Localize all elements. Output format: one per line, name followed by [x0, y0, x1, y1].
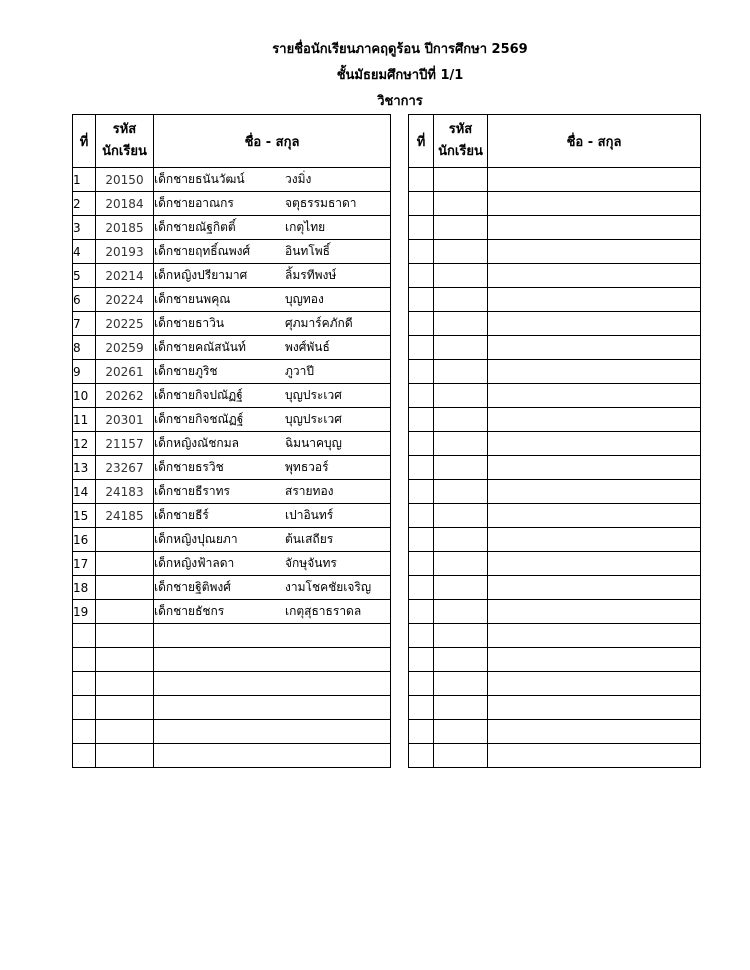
student-code: [434, 576, 488, 600]
row-number: 2: [73, 192, 96, 216]
student-name: [488, 264, 701, 288]
student-code: [434, 288, 488, 312]
student-name: [154, 624, 391, 648]
row-number: [409, 720, 434, 744]
student-code: [434, 408, 488, 432]
table-row: [73, 432, 391, 456]
row-number: [409, 480, 434, 504]
student-code: [434, 480, 488, 504]
row-number: 14: [73, 480, 96, 504]
row-number: 16: [73, 528, 96, 552]
first-name: เด็กชายกิจปณัฏฐ์: [154, 388, 243, 402]
table-row: [409, 360, 701, 384]
first-name: เด็กหญิงปุณยภา: [154, 532, 238, 546]
student-code: [434, 504, 488, 528]
first-name: เด็กชายธีราทร: [154, 484, 230, 498]
table-row: [73, 624, 391, 648]
document-title: รายชื่อนักเรียนภาคฤดูร้อน ปีการศึกษา 2569: [272, 42, 528, 57]
student-code: 20262: [96, 384, 154, 408]
student-name: [154, 648, 391, 672]
row-number: 1: [73, 168, 96, 192]
student-code: [434, 720, 488, 744]
row-number: [73, 624, 96, 648]
row-number: [409, 552, 434, 576]
first-name: เด็กชายธรวิช: [154, 460, 224, 474]
row-number: 11: [73, 408, 96, 432]
table-row: [409, 432, 701, 456]
first-name: เด็กหญิงฟ้าลดา: [154, 556, 235, 570]
table-row: [73, 264, 391, 288]
row-number: 5: [73, 264, 96, 288]
row-number: [409, 648, 434, 672]
row-number: [409, 528, 434, 552]
row-number: [409, 432, 434, 456]
student-name: [154, 168, 391, 192]
student-code: [434, 240, 488, 264]
student-name: [488, 672, 701, 696]
table-row: [409, 240, 701, 264]
student-code: [434, 264, 488, 288]
first-name: เด็กชายฐิติพงศ์: [154, 580, 231, 594]
row-number: 4: [73, 240, 96, 264]
student-name: [154, 288, 391, 312]
student-name: [488, 696, 701, 720]
student-code-header-line2: นักเรียน: [102, 144, 147, 159]
last-name: พงศ์พันธ์: [285, 340, 330, 354]
first-name: เด็กชายฤทธิ์ณพงศ์: [154, 244, 251, 258]
student-name: [488, 528, 701, 552]
last-name: ต้นเสถียร: [285, 532, 334, 546]
name-header: ชื่อ - สกุล: [154, 115, 391, 168]
last-name: งามโชคชัยเจริญ: [285, 580, 372, 594]
table-row: [409, 504, 701, 528]
first-name: เด็กชายภูริช: [154, 364, 218, 378]
student-code-header-line1: รหัส: [448, 122, 473, 137]
table-row: [409, 192, 701, 216]
student-code: [96, 600, 154, 624]
student-code: 21157: [96, 432, 154, 456]
student-name: [154, 456, 391, 480]
row-number: 9: [73, 360, 96, 384]
first-name: เด็กชายณัฐกิตติ์: [154, 220, 236, 234]
left-roster-table: [72, 114, 391, 768]
student-name: [154, 312, 391, 336]
table-row: [73, 720, 391, 744]
row-number: 17: [73, 552, 96, 576]
first-name: เด็กชายธาวิน: [154, 316, 225, 330]
table-row: [409, 408, 701, 432]
table-row: [73, 408, 391, 432]
student-code: [434, 384, 488, 408]
table-row: [73, 528, 391, 552]
table-row: [409, 672, 701, 696]
row-number: [409, 576, 434, 600]
row-number: [73, 648, 96, 672]
student-name: [488, 192, 701, 216]
first-name: เด็กหญิงณัชกมล: [154, 436, 239, 450]
student-name: [488, 384, 701, 408]
row-number: [409, 240, 434, 264]
student-code: [434, 744, 488, 768]
student-name: [154, 600, 391, 624]
first-name: เด็กชายกิจชณัฏฐ์: [154, 412, 244, 426]
last-name: พุทธวอร์: [285, 460, 329, 474]
last-name: ลิ้มรทีพงษ์: [285, 268, 337, 282]
row-number: [409, 288, 434, 312]
table-row: [73, 480, 391, 504]
student-code: [434, 648, 488, 672]
student-name: [488, 744, 701, 768]
student-code: [434, 600, 488, 624]
student-name: [154, 672, 391, 696]
row-number: 12: [73, 432, 96, 456]
student-code: [434, 192, 488, 216]
student-name: [154, 264, 391, 288]
last-name: จตุธรรมธาดา: [285, 196, 357, 210]
table-row: [73, 600, 391, 624]
table-header-row: [73, 115, 391, 168]
student-name: [488, 168, 701, 192]
first-name: เด็กชายธนันวัฒน์: [154, 172, 245, 186]
table-row: [409, 528, 701, 552]
student-name: [154, 360, 391, 384]
student-name: [488, 408, 701, 432]
student-name: [488, 600, 701, 624]
table-row: [73, 168, 391, 192]
row-number: [409, 192, 434, 216]
table-row: [73, 648, 391, 672]
student-name: [488, 648, 701, 672]
student-code-header: [96, 115, 154, 168]
student-name: [154, 480, 391, 504]
table-row: [409, 456, 701, 480]
table-row: [409, 216, 701, 240]
student-code: 20150: [96, 168, 154, 192]
row-number: [409, 744, 434, 768]
last-name: ศุภมาร์คภักดี: [285, 316, 353, 330]
student-name: [154, 408, 391, 432]
student-code-header-line2: นักเรียน: [438, 144, 483, 159]
last-name: บุญทอง: [285, 292, 324, 306]
student-name: [488, 576, 701, 600]
student-code: [96, 552, 154, 576]
table-row: [409, 696, 701, 720]
table-row: [73, 504, 391, 528]
row-number: [73, 720, 96, 744]
student-code: [96, 624, 154, 648]
row-number: [409, 456, 434, 480]
student-code: [96, 648, 154, 672]
last-name: วงมิ่ง: [285, 172, 312, 186]
student-code-header-line1: รหัส: [112, 122, 137, 137]
last-name: เกตุสุธาธราดล: [285, 604, 362, 618]
table-row: [73, 384, 391, 408]
student-code: [434, 696, 488, 720]
student-name: [154, 432, 391, 456]
no-header: ที่: [409, 115, 434, 168]
first-name: เด็กหญิงปรียามาศ: [154, 268, 248, 282]
class-label: ชั้นมัธยมศึกษาปีที่ 1/1: [336, 68, 464, 83]
student-name: [154, 504, 391, 528]
last-name: บุญประเวศ: [285, 412, 342, 426]
student-code: 20184: [96, 192, 154, 216]
student-code: [96, 576, 154, 600]
student-code: 20301: [96, 408, 154, 432]
row-number: [409, 168, 434, 192]
table-row: [409, 288, 701, 312]
table-row: [73, 672, 391, 696]
table-row: [409, 744, 701, 768]
row-number: [409, 696, 434, 720]
table-row: [73, 360, 391, 384]
student-name: [488, 720, 701, 744]
student-name: [488, 288, 701, 312]
table-header-row: [409, 115, 701, 168]
student-name: [488, 480, 701, 504]
right-roster-table: [408, 114, 701, 768]
table-row: [409, 336, 701, 360]
student-name: [154, 744, 391, 768]
last-name: จักษุจันทร: [285, 556, 337, 570]
table-row: [409, 480, 701, 504]
student-code: 23267: [96, 456, 154, 480]
student-code: [96, 696, 154, 720]
row-number: [409, 360, 434, 384]
table-row: [409, 264, 701, 288]
last-name: บุญประเวศ: [285, 388, 342, 402]
table-row: [409, 312, 701, 336]
student-code: [434, 168, 488, 192]
name-header: ชื่อ - สกุล: [488, 115, 701, 168]
last-name: ภูวาปี: [285, 364, 315, 378]
table-row: [409, 600, 701, 624]
student-code: 24185: [96, 504, 154, 528]
student-code: [434, 552, 488, 576]
student-code: [96, 720, 154, 744]
last-name: เปาอินทร์: [285, 508, 334, 522]
row-number: [409, 600, 434, 624]
first-name: เด็กชายอาณกร: [154, 196, 234, 210]
row-number: 19: [73, 600, 96, 624]
row-number: [409, 312, 434, 336]
table-row: [73, 456, 391, 480]
last-name: อินทโพธิ์: [285, 244, 330, 258]
row-number: [409, 624, 434, 648]
no-header: ที่: [73, 115, 96, 168]
student-code: [434, 360, 488, 384]
row-number: [73, 672, 96, 696]
table-row: [73, 216, 391, 240]
student-name: [154, 576, 391, 600]
student-code: 20185: [96, 216, 154, 240]
student-name: [154, 720, 391, 744]
student-code: [434, 624, 488, 648]
table-row: [73, 744, 391, 768]
row-number: [409, 264, 434, 288]
student-code: [434, 528, 488, 552]
row-number: 10: [73, 384, 96, 408]
table-row: [409, 384, 701, 408]
student-name: [488, 312, 701, 336]
last-name: ฉิมนาคบุญ: [285, 436, 342, 450]
student-name: [488, 240, 701, 264]
student-name: [488, 552, 701, 576]
table-row: [409, 648, 701, 672]
row-number: 3: [73, 216, 96, 240]
row-number: 8: [73, 336, 96, 360]
first-name: เด็กชายคณัสนันท์: [154, 340, 246, 354]
row-number: [73, 744, 96, 768]
student-name: [154, 192, 391, 216]
student-name: [154, 528, 391, 552]
subject-label: วิชาการ: [377, 94, 423, 109]
row-number: [409, 672, 434, 696]
table-row: [409, 624, 701, 648]
first-name: เด็กชายธีร์: [154, 508, 209, 522]
student-name: [154, 552, 391, 576]
first-name: เด็กชายนพคุณ: [154, 292, 231, 306]
table-row: [73, 240, 391, 264]
student-code: [434, 672, 488, 696]
row-number: [409, 408, 434, 432]
row-number: [409, 336, 434, 360]
student-code: [434, 216, 488, 240]
row-number: [73, 696, 96, 720]
student-code: [96, 672, 154, 696]
row-number: [409, 216, 434, 240]
table-row: [409, 720, 701, 744]
table-row: [73, 576, 391, 600]
table-row: [409, 552, 701, 576]
student-name: [488, 432, 701, 456]
student-name: [488, 216, 701, 240]
student-code: 24183: [96, 480, 154, 504]
student-name: [154, 696, 391, 720]
student-code: 20225: [96, 312, 154, 336]
table-row: [73, 192, 391, 216]
row-number: 7: [73, 312, 96, 336]
student-name: [488, 336, 701, 360]
student-name: [488, 360, 701, 384]
student-name: [488, 504, 701, 528]
student-name: [154, 384, 391, 408]
student-code: [434, 456, 488, 480]
last-name: เกตุไทย: [285, 220, 326, 234]
student-code: 20259: [96, 336, 154, 360]
table-row: [73, 312, 391, 336]
student-code-header: [434, 115, 488, 168]
student-code: [434, 432, 488, 456]
table-row: [73, 696, 391, 720]
first-name: เด็กชายธัชกร: [154, 604, 225, 618]
table-row: [73, 336, 391, 360]
student-code: 20214: [96, 264, 154, 288]
table-row: [73, 288, 391, 312]
student-name: [488, 624, 701, 648]
student-name: [488, 456, 701, 480]
student-code: [96, 528, 154, 552]
student-name: [154, 216, 391, 240]
row-number: 6: [73, 288, 96, 312]
student-code: 20261: [96, 360, 154, 384]
student-code: 20224: [96, 288, 154, 312]
table-row: [73, 552, 391, 576]
student-name: [154, 240, 391, 264]
row-number: [409, 504, 434, 528]
table-row: [409, 168, 701, 192]
student-code: [434, 312, 488, 336]
student-code: 20193: [96, 240, 154, 264]
student-code: [96, 744, 154, 768]
student-name: [154, 336, 391, 360]
row-number: [409, 384, 434, 408]
student-code: [434, 336, 488, 360]
row-number: 13: [73, 456, 96, 480]
row-number: 18: [73, 576, 96, 600]
row-number: 15: [73, 504, 96, 528]
last-name: สรายทอง: [285, 484, 334, 498]
table-row: [409, 576, 701, 600]
